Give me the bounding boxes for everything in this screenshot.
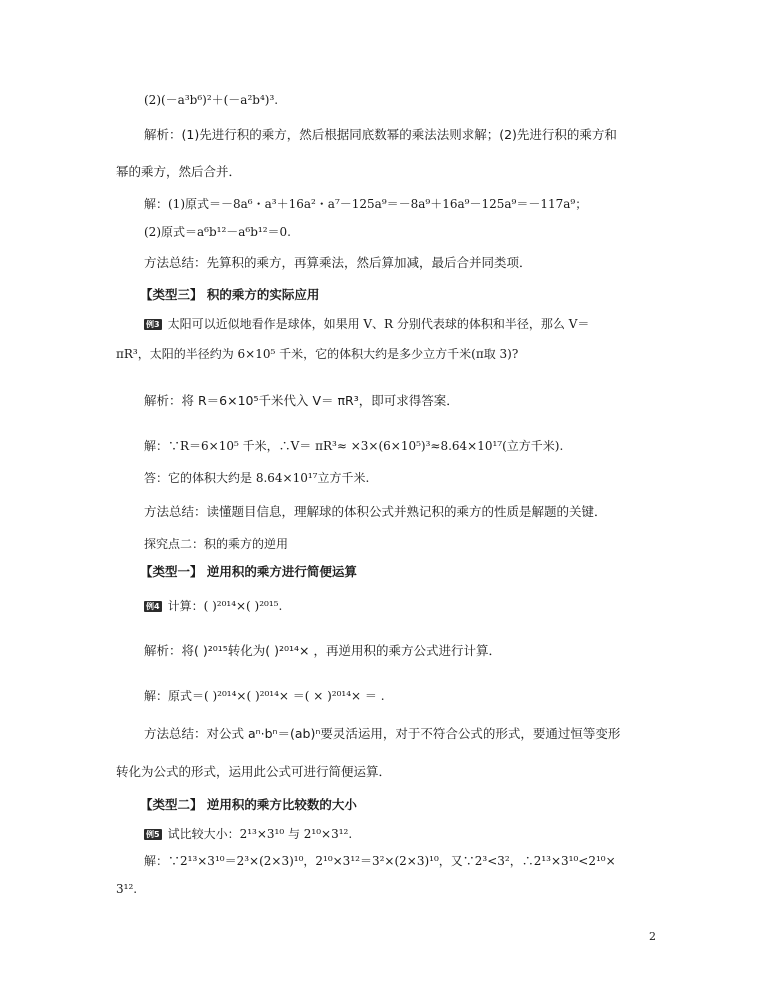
example-3-cont: πR³，太阳的半径约为 6×10⁵ 千米，它的体积大约是多少立方千米(π取 3)? — [116, 347, 519, 361]
line-analysis-3: 解析：将 R＝6×10⁵千米代入 V＝ πR³，即可求得答案． — [144, 393, 459, 408]
heading-explore-point-2: 探究点二：积的乘方的逆用 — [144, 537, 289, 551]
example-3-text: 太阳可以近似地看作是球体，如果用 V、R 分别代表球的体积和半径，那么 V＝ — [167, 317, 590, 331]
line-solution-2: (2)原式＝a⁶b¹²－a⁶b¹²＝0. — [144, 225, 291, 239]
example-3-line — [144, 316, 589, 332]
example-badge-5: 例5 — [146, 830, 160, 839]
line-method-summary-1: 方法总结：先算积的乘方，再算乘法，然后算加减，最后合并同类项． — [144, 255, 532, 270]
line-solution-3: 解：∵R＝6×10⁵ 千米，∴V＝ πR³≈ ×3×(6×10⁵)³≈8.64×10¹⁷(立方千米). — [144, 439, 564, 453]
line-solution-5: 解：∵2¹³×3¹⁰＝2³×(2×3)¹⁰，2¹⁰×3¹²＝3²×(2×3)¹⁰，又∵2³<3²，∴2¹³×3¹⁰<2¹⁰× — [144, 854, 616, 868]
example-5-text: 试比较大小：2¹³×3¹⁰ 与 2¹⁰×3¹². — [167, 827, 353, 841]
line-analysis-1: 解析：(1)先进行积的乘方，然后根据同底数幂的乘法法则求解；(2)先进行积的乘方和 — [144, 127, 617, 142]
line-solution-4: 解：原式＝( )²⁰¹⁴×( )²⁰¹⁴× ＝( × )²⁰¹⁴× ＝ . — [144, 689, 385, 703]
heading-type-3: 【类型三】 积的乘方的实际应用 — [140, 287, 320, 302]
example-badge-3: 例3 — [146, 320, 160, 329]
example-4-line — [144, 598, 282, 614]
line-expression-2: (2)(－a³b⁶)²＋(－a²b⁴)³. — [144, 93, 279, 107]
line-solution-5-cont: 3¹². — [116, 882, 138, 896]
line-method-summary-4-cont: 转化为公式的形式，运用此公式可进行简便运算． — [116, 764, 392, 779]
line-solution-1: 解：(1)原式＝－8a⁶・a³＋16a²・a⁷－125a⁹＝－8a⁹＋16a⁹－125a⁹＝－117a⁹； — [144, 197, 588, 211]
line-analysis-4: 解析：将( )²⁰¹⁵转化为( )²⁰¹⁴× ，再逆用积的乘方公式进行计算． — [144, 643, 501, 658]
heading-type-1: 【类型一】 逆用积的乘方进行简便运算 — [140, 564, 357, 579]
line-analysis-1-cont: 幂的乘方，然后合并． — [116, 164, 242, 179]
example-5-line — [144, 826, 352, 842]
example-4-text: 计算：( )²⁰¹⁴×( )²⁰¹⁵. — [167, 599, 283, 613]
example-badge-4: 例4 — [146, 602, 160, 611]
line-method-summary-4: 方法总结：对公式 aⁿ·bⁿ＝(ab)ⁿ要灵活运用，对于不符合公式的形式，要通过恒等变形 — [144, 726, 621, 741]
line-answer-3: 答：它的体积大约是 8.64×10¹⁷立方千米. — [144, 471, 370, 485]
heading-type-2: 【类型二】 逆用积的乘方比较数的大小 — [140, 797, 357, 812]
line-method-summary-3: 方法总结：读懂题目信息，理解球的体积公式并熟记积的乘方的性质是解题的关键． — [144, 504, 607, 519]
page-number: 2 — [649, 930, 656, 943]
